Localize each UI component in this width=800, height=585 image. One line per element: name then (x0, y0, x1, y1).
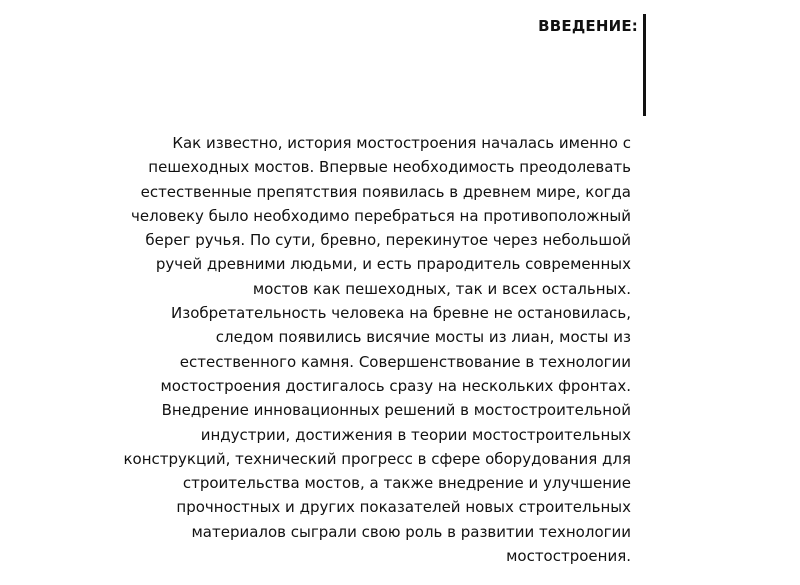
text-line: человеку было необходимо перебраться на противоположный (131, 206, 631, 225)
text-line: строительства мостов, а также внедрение и улучшение (182, 474, 631, 493)
text-line: индустрии, достижения в теории мостостроительных (200, 425, 631, 444)
text-line: Изобретательность человека на бревне не остановилась, (171, 304, 631, 323)
vertical-divider (643, 14, 646, 116)
text-line: прочностных и других показателей новых строительных (176, 498, 631, 517)
text-line: мостостроения достигалось сразу на нескольких фронтах. (160, 376, 631, 395)
text-line: естественные препятствия появилась в древнем мире, когда (140, 182, 631, 201)
text-line: естественного камня. Совершенствование в технологии (179, 352, 631, 371)
text-line: ручей древними людьми, и есть прародитель современных (155, 255, 631, 274)
text-line: пешеходных мостов. Впервые необходимость преодолевать (148, 158, 631, 177)
text-line: конструкций, технический прогресс в сфере оборудования для (123, 449, 631, 468)
text-line: берег ручья. По сути, бревно, перекинутое через небольшой (145, 231, 631, 250)
text-line: Внедрение инновационных решений в мостостроительной (161, 401, 631, 420)
text-line: Как известно, история мостостроения началась именно с (172, 134, 631, 152)
slide-title: ВВЕДЕНИЕ: (538, 17, 638, 35)
body-paragraph (11, 131, 631, 568)
text-line: мостов как пешеходных, так и всех остальных. (252, 279, 631, 298)
text-line: следом появились висячие мосты из лиан, мосты из (215, 328, 631, 347)
text-line: материалов сыграли свою роль в развитии технологии (191, 522, 631, 541)
text-line: мостостроения. (506, 547, 631, 566)
